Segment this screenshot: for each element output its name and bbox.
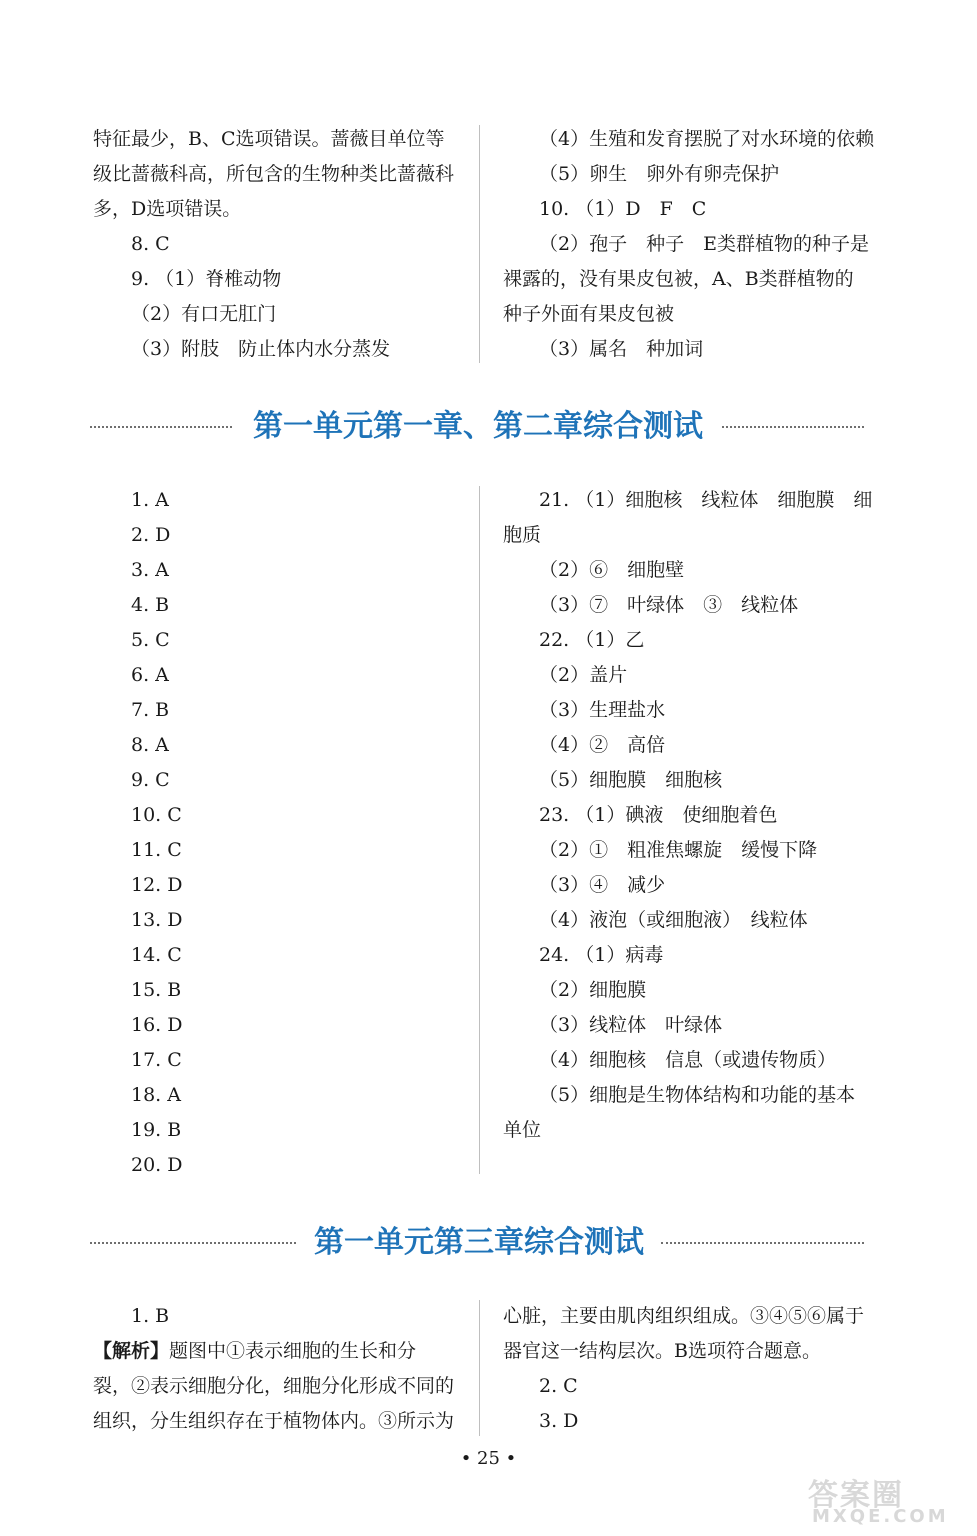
text-line: 组织，分生组织存在于植物体内。③所示为 bbox=[93, 1410, 455, 1432]
answer-line: （3）⑦ 叶绿体 ③ 线粒体 bbox=[539, 594, 799, 616]
text-line: 胞质 bbox=[503, 524, 542, 546]
answer-line: 5. C bbox=[131, 629, 170, 651]
answer-line: （2）孢子 种子 E类群植物的种子是 bbox=[539, 233, 869, 255]
answer-line: 10. （1）D F C bbox=[539, 198, 707, 220]
answer-line: （2）有口无肛门 bbox=[131, 303, 277, 325]
text-line: 多，D选项错误。 bbox=[93, 198, 242, 220]
answer-line: 7. B bbox=[131, 699, 170, 721]
page-number: • 25 • bbox=[460, 1448, 517, 1469]
text-line: 种子外面有果皮包被 bbox=[503, 303, 675, 325]
answer-line: 16. D bbox=[131, 1014, 183, 1036]
answer-line: 14. C bbox=[131, 944, 182, 966]
answer-line: 9. C bbox=[131, 769, 170, 791]
answer-line: （3）生理盐水 bbox=[539, 699, 666, 721]
analysis-label: 【解析】 bbox=[93, 1340, 170, 1362]
watermark-logo bbox=[800, 1470, 970, 1530]
answer-line: 21. （1）细胞核 线粒体 细胞膜 细 bbox=[539, 489, 873, 511]
answer-line: 10. C bbox=[131, 804, 182, 826]
answer-line: 20. D bbox=[131, 1154, 183, 1176]
answer-line: （4）液泡（或细胞液） 线粒体 bbox=[539, 909, 808, 931]
answer-line: 13. D bbox=[131, 909, 183, 931]
answer-line: 1. A bbox=[131, 489, 169, 511]
answer-line: （2）⑥ 细胞壁 bbox=[539, 559, 685, 581]
watermark-url: MXQE.COM bbox=[812, 1506, 949, 1527]
dotted-rule bbox=[90, 426, 232, 428]
answer-line: （4）细胞核 信息（或遗传物质） bbox=[539, 1049, 837, 1071]
answer-line: 2. D bbox=[131, 524, 171, 546]
column-divider bbox=[479, 125, 480, 363]
answer-line: （2）① 粗准焦螺旋 缓慢下降 bbox=[539, 839, 818, 861]
answer-line: （3）④ 减少 bbox=[539, 874, 666, 896]
answer-line: 8. A bbox=[131, 734, 169, 756]
text-line: 裂，②表示细胞分化，细胞分化形成不同的 bbox=[93, 1375, 455, 1397]
dotted-rule bbox=[661, 1242, 864, 1244]
text-line: 心脏，主要由肌肉组织组成。③④⑤⑥属于 bbox=[503, 1305, 865, 1327]
section-heading bbox=[0, 404, 977, 450]
answer-line: （3）线粒体 叶绿体 bbox=[539, 1014, 723, 1036]
analysis-text: 题图中①表示细胞的生长和分 bbox=[169, 1340, 417, 1362]
answer-line: 22. （1）乙 bbox=[539, 629, 645, 651]
answer-line: （4）② 高倍 bbox=[539, 734, 666, 756]
answer-line: （5）卵生 卵外有卵壳保护 bbox=[539, 163, 780, 185]
answer-line: 17. C bbox=[131, 1049, 182, 1071]
watermark-text: 答案圈 bbox=[808, 1478, 904, 1513]
text-line: 特征最少，B、C选项错误。蔷薇目单位等 bbox=[93, 128, 445, 150]
answer-line: （4）生殖和发育摆脱了对水环境的依赖 bbox=[539, 128, 875, 150]
answer-line: （3）属名 种加词 bbox=[539, 338, 704, 360]
answer-line: 2. C bbox=[539, 1375, 578, 1397]
text-line: 器官这一结构层次。B选项符合题意。 bbox=[503, 1340, 821, 1362]
answer-line: 18. A bbox=[131, 1084, 181, 1106]
answer-line: 15. B bbox=[131, 979, 182, 1001]
answer-line: 6. A bbox=[131, 664, 169, 686]
answer-line: （5）细胞是生物体结构和功能的基本 bbox=[539, 1084, 856, 1106]
answer-line: （2）盖片 bbox=[539, 664, 628, 686]
section-title: 第一单元第三章综合测试 bbox=[314, 1225, 644, 1260]
answer-line: 3. A bbox=[131, 559, 169, 581]
text-line: 单位 bbox=[503, 1119, 542, 1141]
answer-line: （3）附肢 防止体内水分蒸发 bbox=[131, 338, 391, 360]
answer-line: 23. （1）碘液 使细胞着色 bbox=[539, 804, 778, 826]
answer-line: 3. D bbox=[539, 1410, 579, 1432]
answer-line: 12. D bbox=[131, 874, 183, 896]
dotted-rule bbox=[90, 1242, 296, 1244]
answer-line: 4. B bbox=[131, 594, 170, 616]
column-divider bbox=[479, 1300, 480, 1436]
section-title: 第一单元第一章、第二章综合测试 bbox=[253, 409, 703, 444]
answer-line: （5）细胞膜 细胞核 bbox=[539, 769, 723, 791]
column-divider bbox=[479, 486, 480, 1174]
text-line: 裸露的，没有果皮包被，A、B类群植物的 bbox=[503, 268, 854, 290]
answer-line: 11. C bbox=[131, 839, 182, 861]
text-line: 级比蔷薇科高，所包含的生物种类比蔷薇科 bbox=[93, 163, 455, 185]
answer-line: 9. （1）脊椎动物 bbox=[131, 268, 282, 290]
answer-line: 1. B bbox=[131, 1305, 170, 1327]
answer-line: 24. （1）病毒 bbox=[539, 944, 664, 966]
dotted-rule bbox=[722, 426, 864, 428]
answer-line: 8. C bbox=[131, 233, 170, 255]
answer-line: 19. B bbox=[131, 1119, 182, 1141]
answer-line: （2）细胞膜 bbox=[539, 979, 647, 1001]
analysis-line bbox=[93, 1339, 416, 1363]
section-heading bbox=[0, 1220, 977, 1266]
